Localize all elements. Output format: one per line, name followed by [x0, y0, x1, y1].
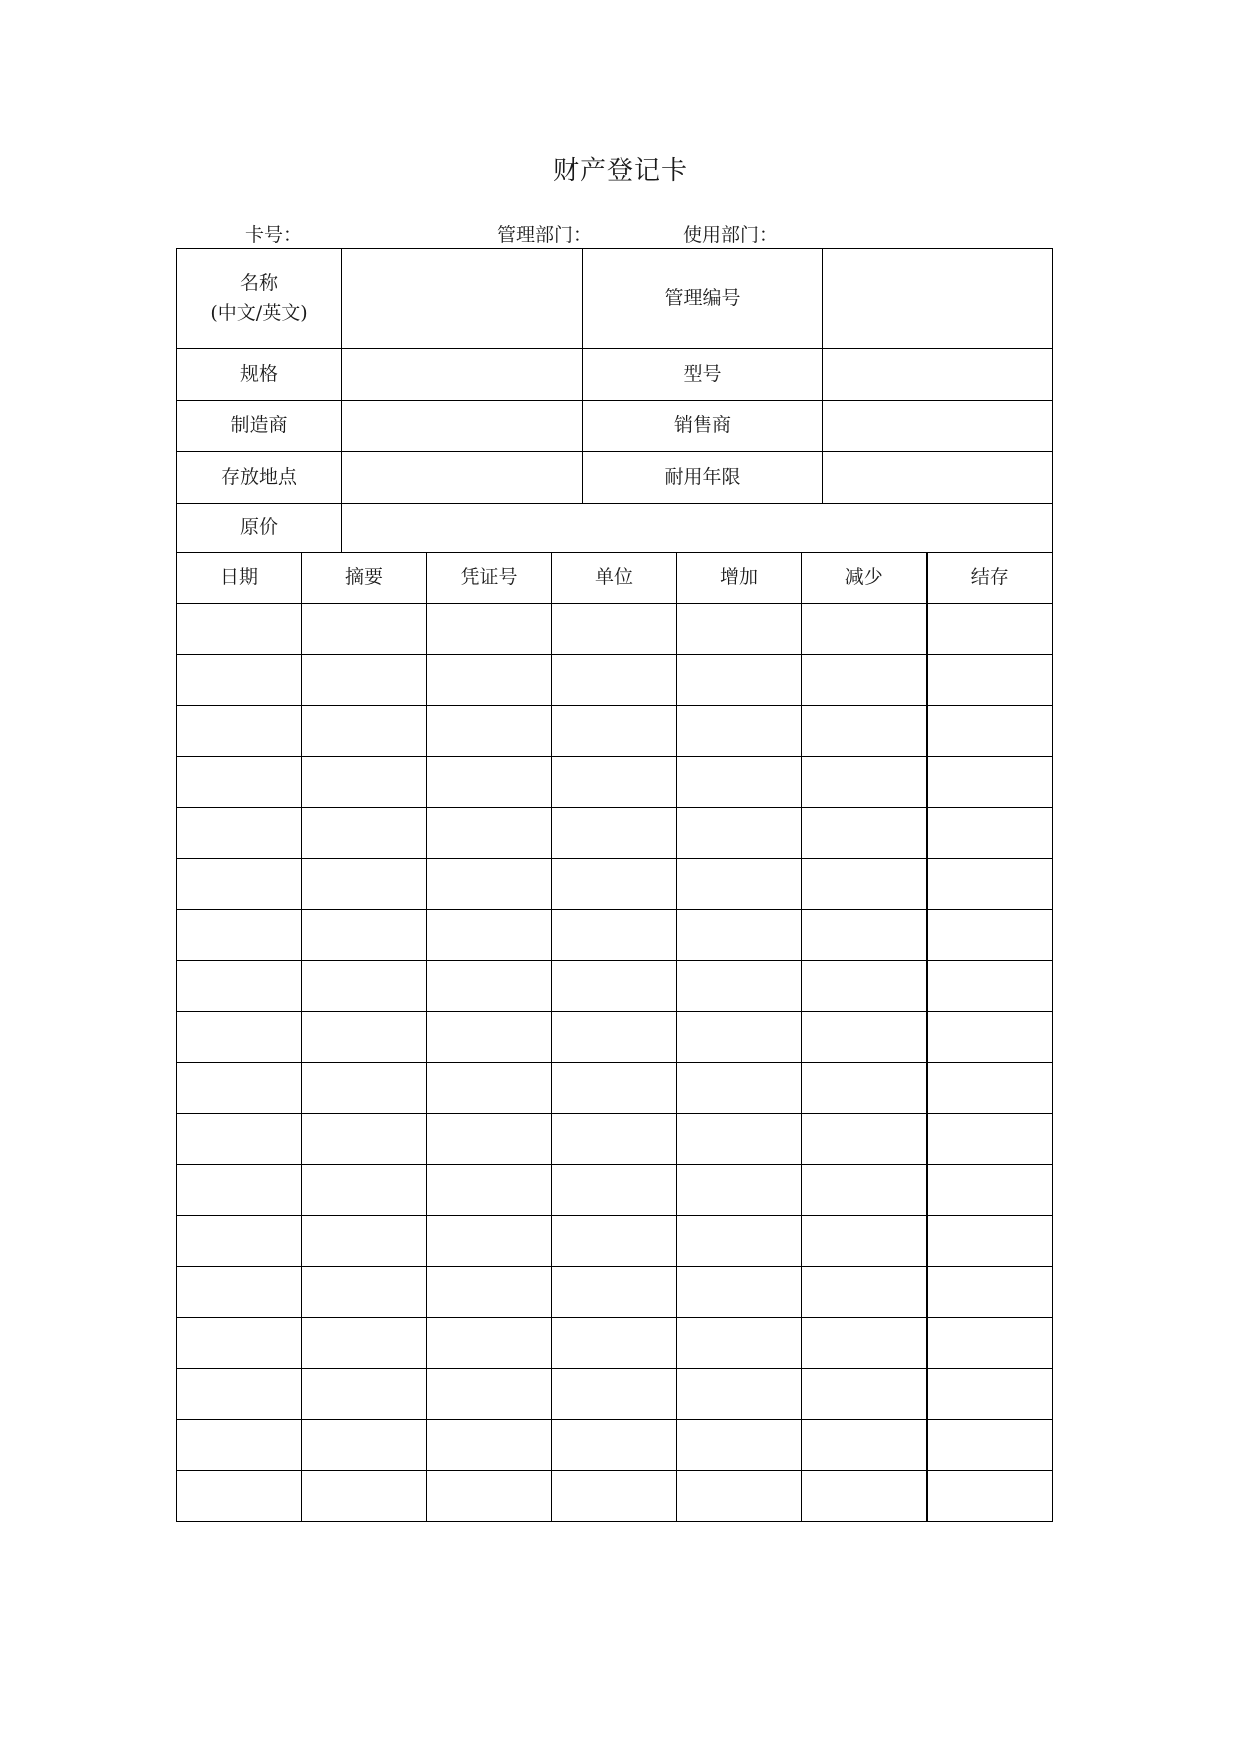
ledger-cell-date[interactable] [177, 757, 302, 808]
ledger-cell-decrease[interactable] [802, 655, 927, 706]
name-language-label: (中文/英文) [210, 301, 308, 324]
ledger-cell-balance[interactable] [927, 1216, 1053, 1267]
manufacturer-label: 制造商 [177, 401, 342, 452]
ledger-cell-date[interactable] [177, 1063, 302, 1114]
ledger-cell-summary[interactable] [302, 808, 427, 859]
table-row [177, 1318, 1053, 1369]
ledger-cell-voucher-no[interactable] [427, 1369, 552, 1420]
table-row [177, 1216, 1053, 1267]
ledger-cell-increase[interactable] [677, 859, 802, 910]
ledger-cell-increase[interactable] [677, 1216, 802, 1267]
storage-location-label: 存放地点 [177, 452, 342, 504]
ledger-cell-increase[interactable] [677, 1165, 802, 1216]
ledger-cell-unit[interactable] [552, 1012, 677, 1063]
ledger-cell-decrease[interactable] [802, 1471, 927, 1522]
ledger-cell-unit[interactable] [552, 1114, 677, 1165]
ledger-cell-summary[interactable] [302, 757, 427, 808]
table-row [177, 859, 1053, 910]
ledger-cell-date[interactable] [177, 1318, 302, 1369]
ledger-cell-summary[interactable] [302, 706, 427, 757]
ledger-cell-voucher-no[interactable] [427, 1165, 552, 1216]
ledger-cell-voucher-no[interactable] [427, 604, 552, 655]
table-row [177, 1114, 1053, 1165]
ledger-cell-date[interactable] [177, 1471, 302, 1522]
ledger-cell-voucher-no[interactable] [427, 961, 552, 1012]
ledger-cell-summary[interactable] [302, 1318, 427, 1369]
table-row [177, 1369, 1053, 1420]
management-dept-label: 管理部门： [497, 224, 593, 246]
ledger-cell-decrease[interactable] [802, 1318, 927, 1369]
ledger-cell-increase[interactable] [677, 1471, 802, 1522]
column-header-increase: 增加 [677, 553, 802, 604]
table-row [177, 757, 1053, 808]
name-label-cell [177, 249, 342, 349]
ledger-cell-summary[interactable] [302, 859, 427, 910]
table-row [177, 1165, 1053, 1216]
ledger-cell-decrease[interactable] [802, 1063, 927, 1114]
ledger-cell-balance[interactable] [927, 808, 1053, 859]
ledger-cell-balance[interactable] [927, 1471, 1053, 1522]
storage-location-value-cell[interactable] [342, 452, 583, 504]
table-row [177, 961, 1053, 1012]
table-row [177, 655, 1053, 706]
ledger-cell-increase[interactable] [677, 706, 802, 757]
spec-label: 规格 [177, 349, 342, 401]
service-life-value-cell[interactable] [823, 452, 1053, 504]
ledger-cell-unit[interactable] [552, 859, 677, 910]
ledger-cell-date[interactable] [177, 808, 302, 859]
ledger-cell-voucher-no[interactable] [427, 1318, 552, 1369]
ledger-cell-balance[interactable] [927, 1420, 1053, 1471]
column-header-balance: 结存 [927, 553, 1053, 604]
ledger-cell-date[interactable] [177, 706, 302, 757]
ledger-cell-voucher-no[interactable] [427, 655, 552, 706]
table-row [177, 1267, 1053, 1318]
name-label: 名称 [239, 272, 278, 295]
ledger-cell-summary[interactable] [302, 1012, 427, 1063]
ledger-header-row [177, 553, 1053, 604]
ledger-cell-increase[interactable] [677, 910, 802, 961]
card-number-label: 卡号： [245, 224, 303, 246]
ledger-cell-voucher-no[interactable] [427, 859, 552, 910]
column-header-decrease: 减少 [802, 553, 927, 604]
ledger-cell-voucher-no[interactable] [427, 1012, 552, 1063]
column-header-summary: 摘要 [302, 553, 427, 604]
ledger-cell-voucher-no[interactable] [427, 1420, 552, 1471]
ledger-cell-date[interactable] [177, 1114, 302, 1165]
ledger-cell-date[interactable] [177, 1216, 302, 1267]
ledger-cell-balance[interactable] [927, 910, 1053, 961]
ledger-cell-unit[interactable] [552, 1420, 677, 1471]
ledger-cell-voucher-no[interactable] [427, 1114, 552, 1165]
ledger-cell-unit[interactable] [552, 706, 677, 757]
ledger-cell-decrease[interactable] [802, 1420, 927, 1471]
table-row [177, 910, 1053, 961]
ledger-cell-summary[interactable] [302, 910, 427, 961]
table-row [177, 1471, 1053, 1522]
ledger-cell-unit[interactable] [552, 1267, 677, 1318]
ledger-cell-decrease[interactable] [802, 1267, 927, 1318]
page-title: 财产登记卡 [552, 156, 688, 186]
ledger-cell-voucher-no[interactable] [427, 910, 552, 961]
table-row [177, 1420, 1053, 1471]
ledger-cell-balance[interactable] [927, 706, 1053, 757]
table-row [177, 706, 1053, 757]
ledger-cell-increase[interactable] [677, 961, 802, 1012]
ledger-cell-decrease[interactable] [802, 1012, 927, 1063]
ledger-cell-summary[interactable] [302, 961, 427, 1012]
ledger-cell-summary[interactable] [302, 1165, 427, 1216]
ledger-cell-increase[interactable] [677, 604, 802, 655]
table-row [177, 1063, 1053, 1114]
ledger-cell-voucher-no[interactable] [427, 1267, 552, 1318]
ledger-cell-date[interactable] [177, 1165, 302, 1216]
ledger-cell-summary[interactable] [302, 1420, 427, 1471]
seller-value-cell[interactable] [823, 401, 1053, 452]
ledger-cell-increase[interactable] [677, 655, 802, 706]
ledger-cell-increase[interactable] [677, 1063, 802, 1114]
ledger-cell-increase[interactable] [677, 1420, 802, 1471]
ledger-cell-date[interactable] [177, 961, 302, 1012]
ledger-cell-balance[interactable] [927, 655, 1053, 706]
ledger-cell-voucher-no[interactable] [427, 1471, 552, 1522]
model-label: 型号 [583, 349, 823, 401]
ledger-cell-unit[interactable] [552, 604, 677, 655]
ledger-cell-decrease[interactable] [802, 859, 927, 910]
ledger-cell-date[interactable] [177, 1420, 302, 1471]
ledger-cell-balance[interactable] [927, 961, 1053, 1012]
ledger-cell-summary[interactable] [302, 1216, 427, 1267]
ledger-cell-unit[interactable] [552, 1318, 677, 1369]
ledger-cell-balance[interactable] [927, 1114, 1053, 1165]
ledger-cell-voucher-no[interactable] [427, 1216, 552, 1267]
ledger-cell-decrease[interactable] [802, 1165, 927, 1216]
column-header-unit: 单位 [552, 553, 677, 604]
seller-label: 销售商 [583, 401, 823, 452]
ledger-cell-balance[interactable] [927, 604, 1053, 655]
table-row [177, 1012, 1053, 1063]
ledger-cell-increase[interactable] [677, 1369, 802, 1420]
ledger-cell-increase[interactable] [677, 808, 802, 859]
ledger-cell-summary[interactable] [302, 1369, 427, 1420]
model-value-cell[interactable] [823, 349, 1053, 401]
ledger-cell-unit[interactable] [552, 1063, 677, 1114]
ledger-cell-balance[interactable] [927, 757, 1053, 808]
ledger-cell-increase[interactable] [677, 1267, 802, 1318]
management-number-value-cell[interactable] [823, 249, 1053, 349]
table-row [177, 604, 1053, 655]
ledger-cell-summary[interactable] [302, 1114, 427, 1165]
ledger-cell-balance[interactable] [927, 1267, 1053, 1318]
ledger-cell-decrease[interactable] [802, 910, 927, 961]
ledger-cell-voucher-no[interactable] [427, 808, 552, 859]
ledger-cell-summary[interactable] [302, 604, 427, 655]
ledger-cell-balance[interactable] [927, 1012, 1053, 1063]
ledger-cell-decrease[interactable] [802, 1369, 927, 1420]
ledger-cell-unit[interactable] [552, 655, 677, 706]
ledger-cell-balance[interactable] [927, 1369, 1053, 1420]
ledger-cell-balance[interactable] [927, 1165, 1053, 1216]
ledger-cell-summary[interactable] [302, 1063, 427, 1114]
original-price-label: 原价 [177, 504, 342, 553]
spec-value-cell[interactable] [342, 349, 583, 401]
management-number-label: 管理编号 [583, 249, 823, 349]
ledger-cell-decrease[interactable] [802, 808, 927, 859]
ledger-cell-decrease[interactable] [802, 1114, 927, 1165]
asset-info-table [176, 248, 1053, 553]
ledger-cell-summary[interactable] [302, 1471, 427, 1522]
manufacturer-value-cell[interactable] [342, 401, 583, 452]
ledger-cell-unit[interactable] [552, 1369, 677, 1420]
ledger-cell-unit[interactable] [552, 1471, 677, 1522]
column-header-voucher-no: 凭证号 [427, 553, 552, 604]
ledger-table [176, 552, 1053, 1522]
ledger-cell-unit[interactable] [552, 1165, 677, 1216]
ledger-cell-summary[interactable] [302, 1267, 427, 1318]
ledger-cell-voucher-no[interactable] [427, 1063, 552, 1114]
ledger-cell-date[interactable] [177, 1369, 302, 1420]
ledger-cell-date[interactable] [177, 1012, 302, 1063]
ledger-cell-decrease[interactable] [802, 1216, 927, 1267]
ledger-cell-date[interactable] [177, 910, 302, 961]
table-row [177, 808, 1053, 859]
ledger-cell-decrease[interactable] [802, 604, 927, 655]
ledger-cell-increase[interactable] [677, 1318, 802, 1369]
ledger-cell-date[interactable] [177, 859, 302, 910]
using-dept-label: 使用部门： [683, 224, 779, 246]
ledger-cell-decrease[interactable] [802, 757, 927, 808]
ledger-cell-unit[interactable] [552, 808, 677, 859]
ledger-cell-balance[interactable] [927, 1318, 1053, 1369]
ledger-cell-date[interactable] [177, 1267, 302, 1318]
ledger-cell-date[interactable] [177, 604, 302, 655]
ledger-cell-decrease[interactable] [802, 961, 927, 1012]
ledger-cell-decrease[interactable] [802, 706, 927, 757]
ledger-cell-voucher-no[interactable] [427, 706, 552, 757]
ledger-cell-increase[interactable] [677, 1114, 802, 1165]
ledger-cell-increase[interactable] [677, 1012, 802, 1063]
ledger-cell-balance[interactable] [927, 859, 1053, 910]
ledger-cell-unit[interactable] [552, 1216, 677, 1267]
original-price-value-cell[interactable] [342, 504, 1053, 553]
ledger-cell-balance[interactable] [927, 1063, 1053, 1114]
ledger-cell-date[interactable] [177, 655, 302, 706]
ledger-cell-unit[interactable] [552, 961, 677, 1012]
ledger-cell-unit[interactable] [552, 757, 677, 808]
ledger-cell-increase[interactable] [677, 757, 802, 808]
column-header-date: 日期 [177, 553, 302, 604]
service-life-label: 耐用年限 [583, 452, 823, 504]
ledger-cell-unit[interactable] [552, 910, 677, 961]
name-value-cell[interactable] [342, 249, 583, 349]
ledger-cell-voucher-no[interactable] [427, 757, 552, 808]
ledger-cell-summary[interactable] [302, 655, 427, 706]
